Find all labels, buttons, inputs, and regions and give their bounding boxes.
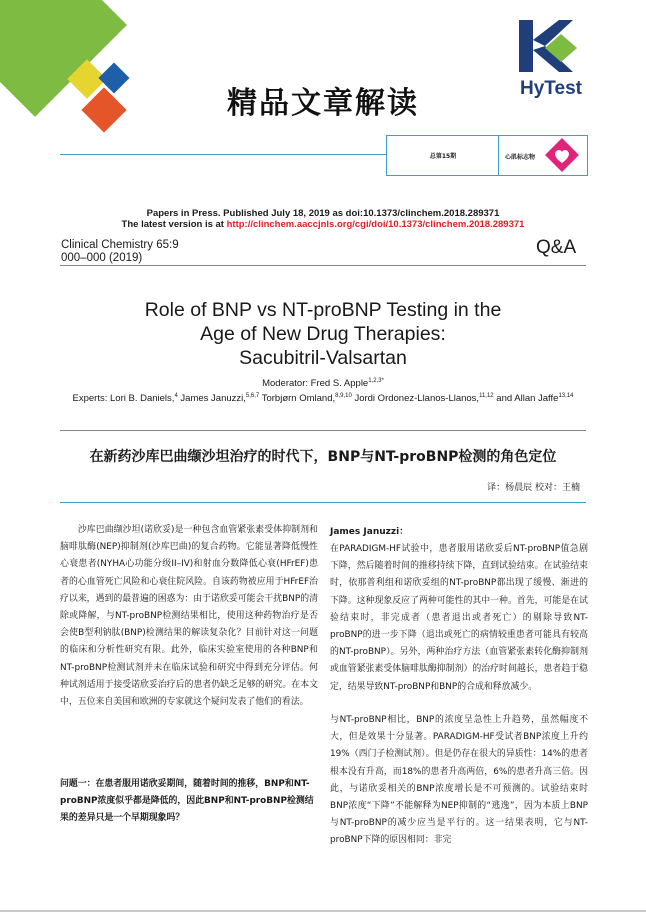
answer-paragraph-1: 在PARADIGM-HF试验中，患者服用诺欣妥后NT-proBNP值急剧下降，然后随着时间的推移持续下降，直到试验结束。在试验结束时，依那普利组和诺欣妥组的NT-proBNP都出现了缓慢、渐进的下降。这种现象反应了两种可能性的其中一种。首先，可能是在试验结束时，非完成者（患者退出或者死亡）的剔除导致NT-proBNP的进一步下降（退出或死亡的病情较重患者可能具有较高的NT-proBNP）。另外，两种治疗方法（血管紧张素转化酶抑制剂或血管紧张素受体脑啡肽酶抑制剂）的治疗时间越长，患者趋于稳定，结果导致NT-proBNP和BNP的合成和释放减少。	[330, 544, 588, 692]
chinese-title: 在新药沙库巴曲缬沙坦治疗的时代下，BNP与NT-proBNP检测的角色定位	[89, 449, 557, 465]
expert-affiliation: 5,6,7	[245, 393, 260, 399]
section-label: Q&A	[536, 237, 577, 258]
heart-icon	[543, 136, 581, 174]
answer-author: James Januzzi：	[330, 527, 409, 537]
title-divider-top	[60, 265, 586, 266]
translator-credit: 译：杨晨辰 校对：王楠	[487, 483, 580, 493]
article-title-line-1: Role of BNP vs NT-proBNP Testing in the	[144, 299, 502, 321]
answer-paragraph-2: 与NT-proBNP相比，BNP的浓度呈急性上升趋势，虽然幅度不大，但是效果十分显著。PARADIGM-HF受试者BNP浓度上升约19%（西门子检测试剂）。但是仍存在很大的异质性：14%的患者根本没有升高，而18%的患者升高两倍，6%的患者升高三倍。因此，与诺欣妥相关的BNP浓度增长是不可预测的。试验结束时BNP浓度“下降”不能解释为NEP抑制的“逃逸”，因为本质上BNP与NT-proBNP的减少应当是平行的。这一结果表明，它与NT-proBNP下降的原因相同：非完	[330, 715, 588, 846]
journal-citation	[61, 239, 179, 265]
doi-link[interactable]: http://clinchem.aaccjnls.org/cgi/doi/10.1373/clinchem.2018.289371	[226, 219, 525, 230]
expert-name: Torbjørn Omland,	[261, 393, 336, 405]
brand-name: HyTest	[520, 78, 582, 99]
expert-name: Jordi Ordonez-Llanos-Llanos,	[354, 393, 480, 405]
article-title	[60, 298, 586, 370]
question-1: 问题一：在患者服用诺欣妥期间，随着时间的推移，BNP和NT-proBNP浓度似乎都是降低的，因此BNP和NT-proBNP检测结果的差异只是一个早期现象吗？	[60, 779, 314, 823]
moderator-line	[60, 378, 586, 389]
article-title-line-2: Age of New Drug Therapies:	[200, 323, 446, 345]
latest-version-line	[0, 219, 646, 230]
article-title-line-3: Sacubitril-Valsartan	[239, 347, 407, 369]
moderator-name: Moderator: Fred S. Apple	[262, 378, 369, 390]
expert-name: James Januzzi,	[180, 393, 246, 405]
expert-affiliation: 13,14	[558, 393, 574, 399]
journal-pages: 000–000 (2019)	[61, 252, 143, 264]
issue-label: 总第15期	[429, 153, 457, 160]
papers-in-press-line: Papers in Press. Published July 18, 2019 as doi:10.1373/clinchem.2018.289371	[146, 208, 500, 219]
category-box	[498, 135, 588, 176]
expert-name: and Allan Jaffe	[496, 393, 559, 405]
journal-name: Clinical Chemistry 65:9	[61, 239, 179, 251]
moderator-affiliation: 1,2,3*	[368, 378, 384, 384]
body-divider	[60, 502, 586, 503]
latest-version-prefix: The latest version is at	[121, 219, 227, 230]
page-bottom-border	[0, 910, 646, 912]
experts-label: Experts:	[72, 393, 108, 405]
page-title: 精品文章解读	[227, 86, 419, 121]
expert-affiliation: 4	[174, 393, 178, 399]
issue-box	[386, 135, 500, 176]
expert-affiliation: 8,9,10	[335, 393, 352, 399]
intro-paragraph: 沙库巴曲缬沙坦(诺欣妥)是一种包含血管紧张素受体抑制剂和脑啡肽酶(NEP)抑制剂(沙库巴曲)的复合药物。它能显著降低慢性心衰患者(NYHA心功能分级II–IV)和射血分数降低心衰(HFrEF)患者的心血管死亡风险和心衰住院风险。自该药物被应用于HFrEF治疗以来，遇到的最普遍的困惑为：由于诺欣妥可能会干扰BNP的清除或降解，与NT-proBNP检测结果相比，使用这种药物治疗是否会使B型利钠肽(BNP)检测结果的解读复杂化？目前针对这一问题的临床和分析性研究有限。此外，临床实验室使用的各种BNP和NT-proBNP检测试剂并未在临床试验和研究中得到充分评估。何种试剂适用于接受诺欣妥治疗后的患者仍缺乏足够的研究。在本文中，五位来自美国和欧洲的专家就这个疑问发表了他们的看法。	[60, 525, 318, 708]
experts-line	[70, 390, 576, 405]
expert-affiliation: 11,12	[479, 393, 494, 399]
title-divider-bottom	[60, 430, 586, 431]
category-label: 心肌标志物	[505, 154, 536, 161]
expert-name: Lori B. Daniels,	[110, 393, 175, 405]
